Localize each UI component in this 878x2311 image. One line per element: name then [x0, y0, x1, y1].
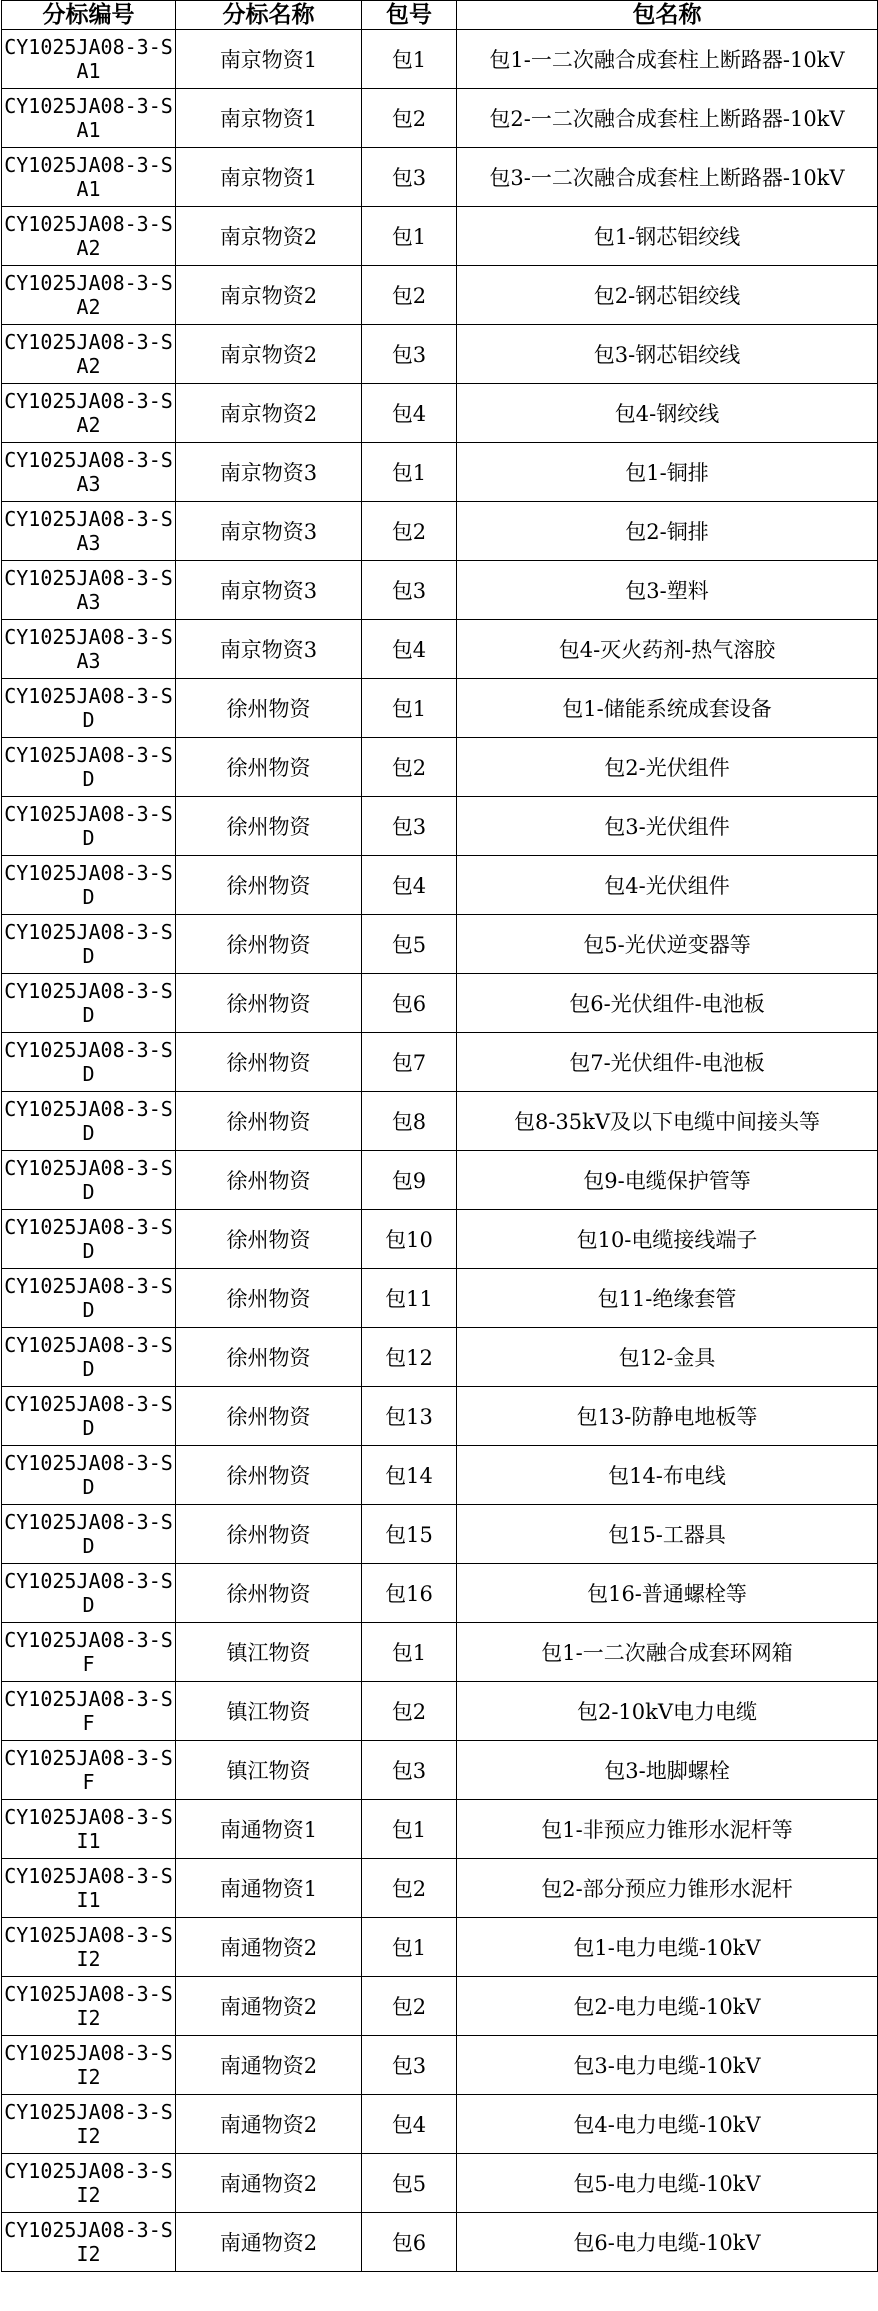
table-row [2, 1033, 878, 1092]
table-row [2, 1682, 878, 1741]
cell-name: 南京物资2 [176, 384, 362, 443]
cell-pkgname: 包1-电力电缆-10kV [457, 1918, 878, 1977]
cell-pkg: 包3 [362, 325, 457, 384]
cell-code: CY1025JA08-3-SD [2, 1033, 176, 1092]
table-row [2, 620, 878, 679]
cell-pkgname: 包4-灭火药剂-热气溶胶 [457, 620, 878, 679]
cell-pkgname: 包14-布电线 [457, 1446, 878, 1505]
cell-pkg: 包1 [362, 1800, 457, 1859]
cell-pkg: 包5 [362, 915, 457, 974]
cell-name: 南通物资1 [176, 1800, 362, 1859]
table-row [2, 1623, 878, 1682]
cell-pkgname: 包2-部分预应力锥形水泥杆 [457, 1859, 878, 1918]
cell-code: CY1025JA08-3-SD [2, 1151, 176, 1210]
cell-pkgname: 包7-光伏组件-电池板 [457, 1033, 878, 1092]
cell-name: 南通物资2 [176, 2154, 362, 2213]
table-row [2, 2095, 878, 2154]
cell-name: 南京物资2 [176, 266, 362, 325]
cell-name: 徐州物资 [176, 1092, 362, 1151]
cell-code: CY1025JA08-3-SD [2, 1328, 176, 1387]
table-row [2, 915, 878, 974]
cell-pkg: 包10 [362, 1210, 457, 1269]
cell-pkgname: 包2-电力电缆-10kV [457, 1977, 878, 2036]
cell-code: CY1025JA08-3-SA1 [2, 30, 176, 89]
cell-pkgname: 包1-一二次融合成套柱上断路器-10kV [457, 30, 878, 89]
cell-pkg: 包11 [362, 1269, 457, 1328]
cell-pkgname: 包4-电力电缆-10kV [457, 2095, 878, 2154]
cell-pkgname: 包4-光伏组件 [457, 856, 878, 915]
table-row [2, 2213, 878, 2272]
cell-code: CY1025JA08-3-SA2 [2, 384, 176, 443]
cell-pkgname: 包2-光伏组件 [457, 738, 878, 797]
cell-pkgname: 包1-铜排 [457, 443, 878, 502]
table-row [2, 1859, 878, 1918]
cell-code: CY1025JA08-3-SI1 [2, 1859, 176, 1918]
cell-pkgname: 包1-一二次融合成套环网箱 [457, 1623, 878, 1682]
cell-code: CY1025JA08-3-SA3 [2, 443, 176, 502]
cell-name: 南京物资1 [176, 148, 362, 207]
cell-code: CY1025JA08-3-SD [2, 797, 176, 856]
cell-pkg: 包6 [362, 2213, 457, 2272]
table-row [2, 797, 878, 856]
cell-code: CY1025JA08-3-SI2 [2, 2213, 176, 2272]
cell-code: CY1025JA08-3-SA2 [2, 266, 176, 325]
cell-pkgname: 包2-10kV电力电缆 [457, 1682, 878, 1741]
cell-code: CY1025JA08-3-SI1 [2, 1800, 176, 1859]
cell-code: CY1025JA08-3-SD [2, 915, 176, 974]
cell-pkg: 包3 [362, 561, 457, 620]
cell-code: CY1025JA08-3-SD [2, 1092, 176, 1151]
cell-code: CY1025JA08-3-SA3 [2, 620, 176, 679]
cell-pkg: 包1 [362, 30, 457, 89]
cell-name: 南京物资2 [176, 207, 362, 266]
cell-pkgname: 包3-一二次融合成套柱上断路器-10kV [457, 148, 878, 207]
cell-name: 徐州物资 [176, 1505, 362, 1564]
cell-code: CY1025JA08-3-SF [2, 1682, 176, 1741]
table-row [2, 1800, 878, 1859]
cell-name: 南通物资2 [176, 2036, 362, 2095]
cell-pkg: 包2 [362, 1859, 457, 1918]
cell-code: CY1025JA08-3-SA1 [2, 89, 176, 148]
cell-pkg: 包3 [362, 148, 457, 207]
table-row [2, 561, 878, 620]
cell-name: 徐州物资 [176, 1387, 362, 1446]
cell-pkgname: 包3-塑料 [457, 561, 878, 620]
cell-pkgname: 包3-电力电缆-10kV [457, 2036, 878, 2095]
table-row [2, 1210, 878, 1269]
cell-name: 南通物资2 [176, 2213, 362, 2272]
cell-pkgname: 包10-电缆接线端子 [457, 1210, 878, 1269]
cell-pkg: 包2 [362, 502, 457, 561]
cell-name: 徐州物资 [176, 1210, 362, 1269]
cell-pkgname: 包12-金具 [457, 1328, 878, 1387]
cell-code: CY1025JA08-3-SD [2, 1446, 176, 1505]
cell-name: 南通物资2 [176, 2095, 362, 2154]
cell-code: CY1025JA08-3-SA2 [2, 207, 176, 266]
header-pkgname: 包名称 [457, 1, 878, 30]
cell-pkgname: 包3-地脚螺栓 [457, 1741, 878, 1800]
cell-pkg: 包7 [362, 1033, 457, 1092]
cell-pkg: 包2 [362, 89, 457, 148]
cell-pkg: 包2 [362, 738, 457, 797]
cell-pkgname: 包15-工器具 [457, 1505, 878, 1564]
cell-pkgname: 包6-光伏组件-电池板 [457, 974, 878, 1033]
table-row [2, 679, 878, 738]
table-row [2, 443, 878, 502]
cell-pkg: 包4 [362, 620, 457, 679]
cell-pkgname: 包3-钢芯铝绞线 [457, 325, 878, 384]
cell-code: CY1025JA08-3-SD [2, 738, 176, 797]
cell-code: CY1025JA08-3-SD [2, 1505, 176, 1564]
cell-pkgname: 包4-钢绞线 [457, 384, 878, 443]
cell-pkgname: 包2-铜排 [457, 502, 878, 561]
table-row [2, 207, 878, 266]
cell-name: 徐州物资 [176, 797, 362, 856]
cell-pkgname: 包9-电缆保护管等 [457, 1151, 878, 1210]
cell-name: 南京物资3 [176, 502, 362, 561]
cell-name: 徐州物资 [176, 1269, 362, 1328]
cell-pkg: 包1 [362, 1623, 457, 1682]
cell-pkgname: 包16-普通螺栓等 [457, 1564, 878, 1623]
cell-pkg: 包2 [362, 1682, 457, 1741]
cell-pkg: 包8 [362, 1092, 457, 1151]
cell-code: CY1025JA08-3-SA3 [2, 502, 176, 561]
table-row [2, 1977, 878, 2036]
cell-name: 徐州物资 [176, 1328, 362, 1387]
cell-pkgname: 包8-35kV及以下电缆中间接头等 [457, 1092, 878, 1151]
header-row [2, 1, 878, 30]
cell-name: 南京物资2 [176, 325, 362, 384]
cell-pkg: 包1 [362, 1918, 457, 1977]
cell-name: 徐州物资 [176, 1564, 362, 1623]
cell-code: CY1025JA08-3-SA1 [2, 148, 176, 207]
cell-pkg: 包1 [362, 207, 457, 266]
cell-pkgname: 包5-光伏逆变器等 [457, 915, 878, 974]
cell-name: 南京物资3 [176, 443, 362, 502]
cell-name: 徐州物资 [176, 915, 362, 974]
cell-pkgname: 包13-防静电地板等 [457, 1387, 878, 1446]
table-row [2, 1446, 878, 1505]
cell-name: 徐州物资 [176, 1446, 362, 1505]
cell-code: CY1025JA08-3-SD [2, 1564, 176, 1623]
table-body [2, 30, 878, 2272]
cell-pkg: 包2 [362, 1977, 457, 2036]
cell-code: CY1025JA08-3-SI2 [2, 2036, 176, 2095]
cell-pkg: 包3 [362, 2036, 457, 2095]
cell-pkgname: 包2-一二次融合成套柱上断路器-10kV [457, 89, 878, 148]
table-row [2, 30, 878, 89]
cell-pkg: 包1 [362, 679, 457, 738]
cell-name: 南京物资3 [176, 620, 362, 679]
table-row [2, 1269, 878, 1328]
cell-code: CY1025JA08-3-SD [2, 1269, 176, 1328]
table-row [2, 1387, 878, 1446]
cell-pkgname: 包11-绝缘套管 [457, 1269, 878, 1328]
cell-name: 徐州物资 [176, 1033, 362, 1092]
cell-pkgname: 包1-钢芯铝绞线 [457, 207, 878, 266]
table-row [2, 1328, 878, 1387]
cell-name: 徐州物资 [176, 1151, 362, 1210]
cell-pkgname: 包2-钢芯铝绞线 [457, 266, 878, 325]
table-row [2, 856, 878, 915]
cell-name: 徐州物资 [176, 679, 362, 738]
table-row [2, 384, 878, 443]
cell-code: CY1025JA08-3-SD [2, 1210, 176, 1269]
cell-pkg: 包12 [362, 1328, 457, 1387]
table-row [2, 1092, 878, 1151]
cell-code: CY1025JA08-3-SF [2, 1623, 176, 1682]
table-row [2, 1741, 878, 1800]
cell-name: 镇江物资 [176, 1682, 362, 1741]
header-pkg: 包号 [362, 1, 457, 30]
table-row [2, 2036, 878, 2095]
cell-pkg: 包5 [362, 2154, 457, 2213]
cell-pkgname: 包3-光伏组件 [457, 797, 878, 856]
table-row [2, 148, 878, 207]
table-row [2, 738, 878, 797]
cell-name: 镇江物资 [176, 1623, 362, 1682]
table-row [2, 1918, 878, 1977]
cell-name: 镇江物资 [176, 1741, 362, 1800]
table-row [2, 1505, 878, 1564]
cell-code: CY1025JA08-3-SF [2, 1741, 176, 1800]
cell-code: CY1025JA08-3-SA3 [2, 561, 176, 620]
cell-name: 南京物资3 [176, 561, 362, 620]
cell-pkg: 包4 [362, 2095, 457, 2154]
cell-code: CY1025JA08-3-SI2 [2, 2095, 176, 2154]
header-code: 分标编号 [2, 1, 176, 30]
cell-pkg: 包4 [362, 384, 457, 443]
package-table [1, 0, 878, 2272]
cell-name: 南通物资2 [176, 1918, 362, 1977]
cell-name: 南京物资1 [176, 89, 362, 148]
cell-code: CY1025JA08-3-SD [2, 974, 176, 1033]
cell-pkg: 包1 [362, 443, 457, 502]
cell-pkg: 包13 [362, 1387, 457, 1446]
cell-code: CY1025JA08-3-SD [2, 856, 176, 915]
cell-name: 南通物资1 [176, 1859, 362, 1918]
cell-pkgname: 包1-非预应力锥形水泥杆等 [457, 1800, 878, 1859]
cell-pkgname: 包6-电力电缆-10kV [457, 2213, 878, 2272]
cell-name: 南通物资2 [176, 1977, 362, 2036]
cell-code: CY1025JA08-3-SD [2, 1387, 176, 1446]
table-row [2, 1564, 878, 1623]
cell-code: CY1025JA08-3-SD [2, 679, 176, 738]
table-row [2, 974, 878, 1033]
cell-name: 徐州物资 [176, 856, 362, 915]
cell-pkg: 包4 [362, 856, 457, 915]
table-row [2, 1151, 878, 1210]
cell-pkg: 包9 [362, 1151, 457, 1210]
cell-pkgname: 包1-储能系统成套设备 [457, 679, 878, 738]
cell-pkg: 包6 [362, 974, 457, 1033]
table-header [2, 1, 878, 30]
table-row [2, 266, 878, 325]
table-row [2, 325, 878, 384]
cell-name: 徐州物资 [176, 974, 362, 1033]
header-name: 分标名称 [176, 1, 362, 30]
cell-pkg: 包16 [362, 1564, 457, 1623]
cell-pkg: 包14 [362, 1446, 457, 1505]
cell-pkg: 包2 [362, 266, 457, 325]
cell-name: 徐州物资 [176, 738, 362, 797]
cell-code: CY1025JA08-3-SA2 [2, 325, 176, 384]
cell-code: CY1025JA08-3-SI2 [2, 1977, 176, 2036]
table-row [2, 502, 878, 561]
table-row [2, 89, 878, 148]
table-row [2, 2154, 878, 2213]
cell-pkgname: 包5-电力电缆-10kV [457, 2154, 878, 2213]
cell-code: CY1025JA08-3-SI2 [2, 1918, 176, 1977]
cell-pkg: 包15 [362, 1505, 457, 1564]
cell-code: CY1025JA08-3-SI2 [2, 2154, 176, 2213]
cell-pkg: 包3 [362, 1741, 457, 1800]
cell-pkg: 包3 [362, 797, 457, 856]
cell-name: 南京物资1 [176, 30, 362, 89]
